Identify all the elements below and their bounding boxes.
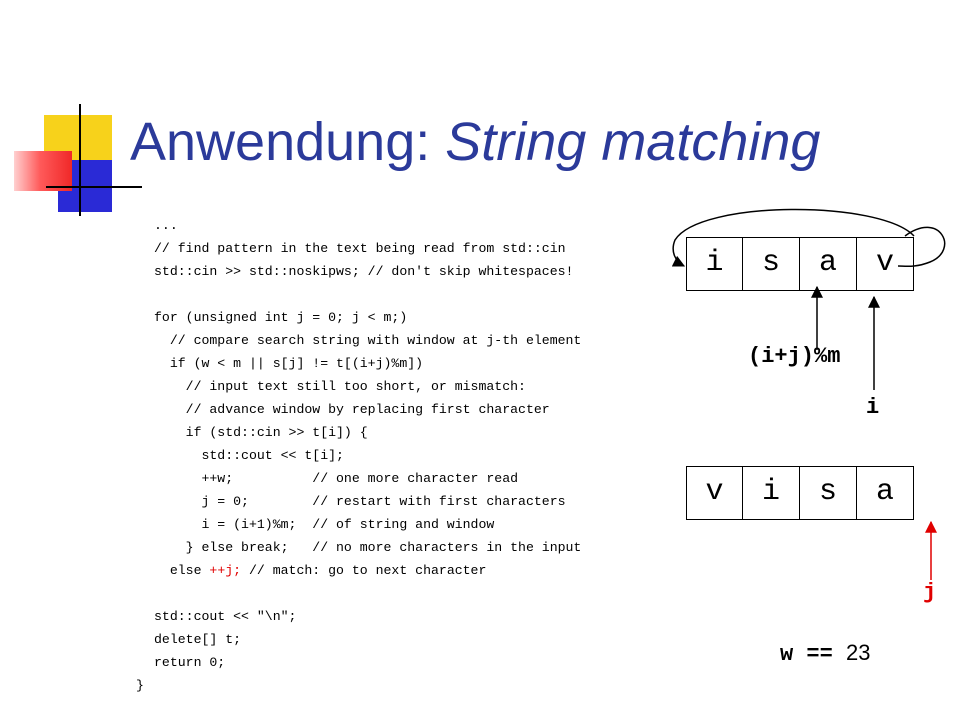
code-segment: // match: go to next character xyxy=(241,563,487,578)
code-line: delete[] t; xyxy=(154,632,242,647)
code-line: if (w < m || s[j] != t[(i+j)%m]) xyxy=(154,356,424,371)
label-i: i xyxy=(866,395,880,420)
code-line: // advance window by replacing first character xyxy=(154,402,550,417)
code-line: // find pattern in the text being read from std::cin xyxy=(154,241,566,256)
code-line: for (unsigned int j = 0; j < m;) xyxy=(154,310,408,325)
code-line: } else break; // no more characters in the input xyxy=(154,540,582,555)
label-ij-mod-m: (i+j)%m xyxy=(748,344,841,369)
code-line: std::cout << t[i]; xyxy=(154,448,344,463)
pattern-cell: i xyxy=(743,466,800,520)
code-line: std::cin >> std::noskipws; // don't skip whitespaces! xyxy=(154,264,574,279)
code-highlight: ++j; xyxy=(209,563,242,578)
window-cell: s xyxy=(743,237,800,291)
label-j: j xyxy=(923,580,937,605)
title-italic: String matching xyxy=(445,112,821,172)
code-line: return 0; xyxy=(154,655,226,670)
window-cell: a xyxy=(800,237,857,291)
window-cell: i xyxy=(686,237,743,291)
pattern-cell: v xyxy=(686,466,743,520)
pattern-cell: a xyxy=(857,466,914,520)
code-line: std::cout << "\n"; xyxy=(154,609,297,624)
code-line: ... xyxy=(154,218,178,233)
w-counter-value: 23 xyxy=(846,640,871,665)
code-line: j = 0; // restart with first characters xyxy=(154,494,566,509)
w-counter-name: w == xyxy=(780,642,847,667)
code-line: i = (i+1)%m; // of string and window xyxy=(154,517,495,532)
pattern-cell: s xyxy=(800,466,857,520)
title-prefix: Anwendung: xyxy=(130,112,446,172)
code-line: if (std::cin >> t[i]) { xyxy=(154,425,368,440)
code-line: } xyxy=(136,678,144,693)
code-segment: else xyxy=(154,563,210,578)
w-counter-label xyxy=(780,640,871,667)
window-cell: v xyxy=(857,237,914,291)
code-line: // input text still too short, or mismatch: xyxy=(154,379,526,394)
code-line: ++w; // one more character read xyxy=(154,471,519,486)
code-line: // compare search string with window at j-th element xyxy=(154,333,582,348)
